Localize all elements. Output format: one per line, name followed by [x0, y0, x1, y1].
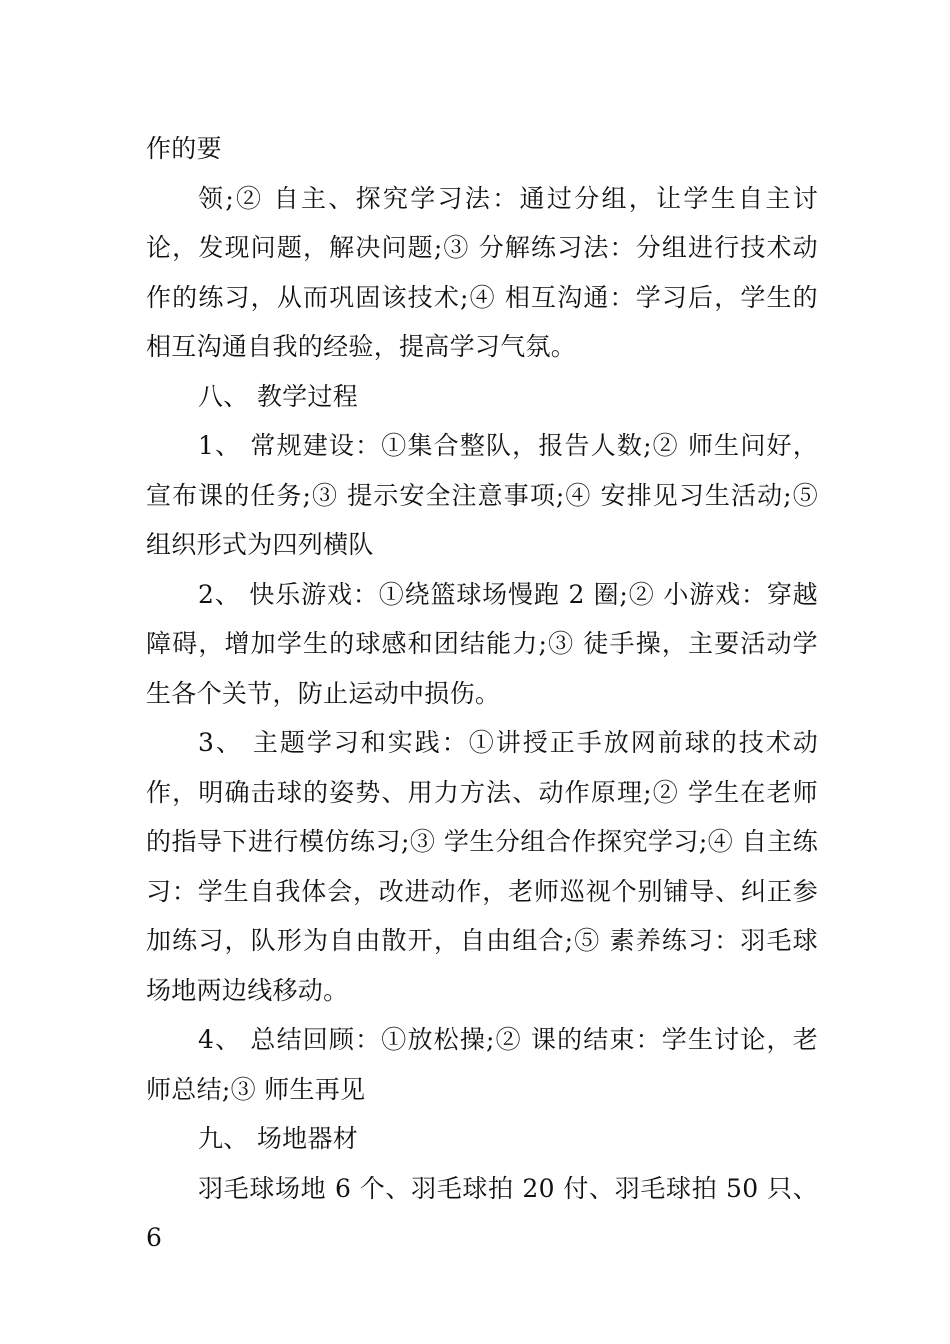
paragraph-summary-review: 4、 总结回顾：①放松操;② 课的结束：学生讨论，老师总结;③ 师生再见 — [146, 1025, 818, 1104]
paragraph-routine-setup: 1、 常规建设：①集合整队，报告人数;② 师生问好，宣布课的任务;③ 提示安全注意事项;④ 安排见习生活动;⑤ 组织形式为四列横队 — [146, 431, 818, 559]
document-body — [146, 124, 818, 1263]
section-heading-venue-equipment: 九、 场地器材 — [198, 1124, 359, 1153]
paragraph-continuation-heading: 作的要 — [146, 134, 222, 163]
paragraph-learning-methods: 领;② 自主、探究学习法：通过分组，让学生自主讨论，发现问题，解决问题;③ 分解练习法：分组进行技术动作的练习，从而巩固该技术;④ 相互沟通：学习后，学生的相互沟通自我的经验，提高学习气氛。 — [146, 183, 818, 361]
section-heading-teaching-process: 八、 教学过程 — [198, 381, 359, 411]
paragraph-theme-practice: 3、 主题学习和实践：①讲授正手放网前球的技术动作，明确击球的姿势、用力方法、动作原理;② 学生在老师的指导下进行模仿练习;③ 学生分组合作探究学习;④ 自主练习：学生自我体会，改进动作，老师巡视个别铺导、纠正参加练习，队形为自由散开，自由组合;⑤ 素养练习：羽毛球场地两边线移动。 — [146, 728, 818, 1005]
paragraph-equipment-list: 羽毛球场地 6 个、羽毛球拍 20 付、羽毛球拍 50 只、6 — [146, 1173, 818, 1252]
paragraph-happy-games: 2、 快乐游戏：①绕篮球场慢跑 2 圈;② 小游戏：穿越障碍，增加学生的球感和团结能力;③ 徒手操，主要活动学生各个关节，防止运动中损伤。 — [146, 579, 818, 708]
